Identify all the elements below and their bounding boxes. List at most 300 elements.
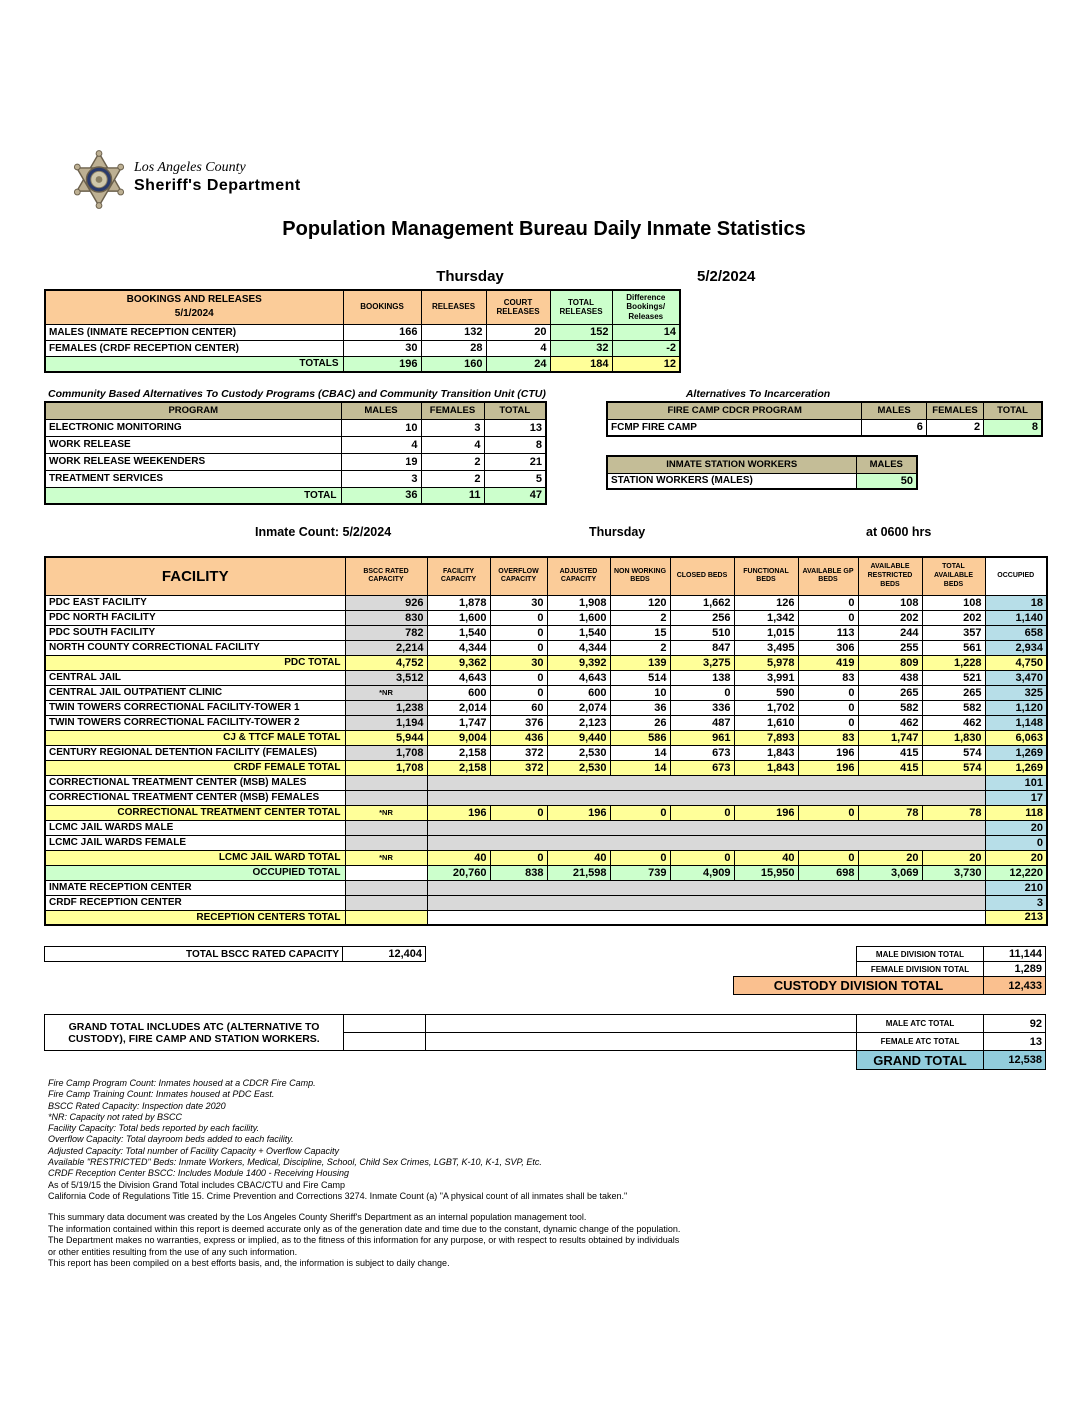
- value-cell: 336: [670, 700, 734, 715]
- footnote-line: Available "RESTRICTED" Beds: Inmate Workers, Medical, Discipline, School, Child Sex Crimes, LGBT, K-10, K-1, SVP, Etc.: [48, 1157, 542, 1168]
- value-cell: 15,950: [734, 865, 798, 880]
- cbac-section-title: Community Based Alternatives To Custody Programs (CBAC) and Community Transition Unit (CTU): [48, 388, 546, 400]
- bscc-capacity-cell: 4,752: [345, 655, 427, 670]
- value-cell: 0: [490, 670, 547, 685]
- value-cell: 306: [798, 640, 858, 655]
- col-facility-capacity: FACILITY CAPACITY: [427, 557, 490, 595]
- footnote-line: Overflow Capacity: Total dayroom beds added to each facility.: [48, 1134, 294, 1145]
- table-row: [45, 880, 1047, 895]
- col-non-working-beds: NON WORKING BEDS: [610, 557, 670, 595]
- value-cell: 256: [670, 610, 734, 625]
- value-cell: 521: [922, 670, 985, 685]
- value-cell: 5: [484, 470, 546, 487]
- col-males: MALES: [341, 402, 421, 419]
- value-cell: 9,440: [547, 730, 610, 745]
- col-total-available-beds: TOTAL AVAILABLE BEDS: [922, 557, 985, 595]
- col-males: MALES: [856, 456, 917, 473]
- value-cell: 574: [922, 745, 985, 760]
- value-cell: 50: [856, 473, 917, 489]
- logo-county-text: Los Angeles County: [134, 160, 246, 175]
- bscc-capacity-cell: 1,708: [345, 760, 427, 775]
- value-cell: 3,275: [670, 655, 734, 670]
- table-row: [45, 700, 1047, 715]
- table-row: [45, 895, 1047, 910]
- col-females: FEMALES: [421, 402, 484, 419]
- value-cell: 126: [734, 595, 798, 610]
- col-males: MALES: [862, 402, 926, 419]
- col-available-gp-beds: AVAILABLE GP BEDS: [798, 557, 858, 595]
- value-cell: 20: [486, 324, 550, 340]
- value-cell: 40: [427, 850, 490, 865]
- row-label: FEMALES (CRDF RECEPTION CENTER): [45, 340, 343, 356]
- table-row: [45, 790, 1047, 805]
- bscc-capacity-cell: 5,944: [345, 730, 427, 745]
- value-cell: 1,540: [547, 625, 610, 640]
- value-cell: 1,342: [734, 610, 798, 625]
- value-cell: 0: [798, 850, 858, 865]
- row-label: MALES (INMATE RECEPTION CENTER): [45, 324, 343, 340]
- value-cell: 838: [490, 865, 547, 880]
- value-cell: 20: [858, 850, 922, 865]
- male-division-total-label: MALE DIVISION TOTAL: [856, 946, 984, 962]
- merged-cell: [427, 820, 985, 835]
- merged-cell: [427, 910, 985, 925]
- table-row: [45, 640, 1047, 655]
- bscc-capacity-cell: *NR: [345, 850, 427, 865]
- value-cell: 1,015: [734, 625, 798, 640]
- value-cell: 14: [612, 324, 680, 340]
- value-cell: 415: [858, 745, 922, 760]
- row-label: CRDF FEMALE TOTAL: [45, 760, 345, 775]
- table-row: [45, 775, 1047, 790]
- col-females: FEMALES: [926, 402, 983, 419]
- table-row: [45, 760, 1047, 775]
- merged-cell: [427, 835, 985, 850]
- value-cell: 3: [421, 419, 484, 436]
- occupied-cell: 17: [985, 790, 1047, 805]
- row-label: CRDF RECEPTION CENTER: [45, 895, 345, 910]
- value-cell: 120: [610, 595, 670, 610]
- report-date: 5/2/2024: [697, 268, 756, 285]
- male-atc-total-value: 92: [983, 1014, 1046, 1033]
- col-difference: Difference Bookings/ Releases: [612, 290, 680, 324]
- value-cell: 1,878: [427, 595, 490, 610]
- value-cell: 10: [610, 685, 670, 700]
- value-cell: 582: [922, 700, 985, 715]
- value-cell: 19: [341, 453, 421, 470]
- value-cell: 83: [798, 670, 858, 685]
- merged-cell: [427, 880, 985, 895]
- value-cell: 14: [610, 745, 670, 760]
- report-day: Thursday: [436, 268, 504, 285]
- value-cell: 9,362: [427, 655, 490, 670]
- grand-total-note-line1: GRAND TOTAL INCLUDES ATC (ALTERNATIVE TO: [68, 1020, 320, 1033]
- station-workers-row: [607, 473, 917, 489]
- bscc-capacity-cell: [345, 895, 427, 910]
- value-cell: 12: [612, 356, 680, 372]
- col-available-restricted-beds: AVAILABLE RESTRICTED BEDS: [858, 557, 922, 595]
- value-cell: 60: [490, 700, 547, 715]
- value-cell: 0: [798, 610, 858, 625]
- value-cell: 462: [922, 715, 985, 730]
- table-row: [45, 820, 1047, 835]
- bscc-capacity-cell: *NR: [345, 685, 427, 700]
- row-label: CENTRAL JAIL: [45, 670, 345, 685]
- value-cell: 4,643: [547, 670, 610, 685]
- occupied-cell: 4,750: [985, 655, 1047, 670]
- grand-block-gray-cell: [343, 1032, 426, 1051]
- value-cell: 28: [421, 340, 486, 356]
- disclaimer-line: The Department makes no warranties, express or implied, as to the fitness of this information for any purpose, or with respect to results obtained by individuals: [48, 1235, 680, 1246]
- value-cell: 3,069: [858, 865, 922, 880]
- footnote-line: As of 5/19/15 the Division Grand Total includes CBAC/CTU and Fire Camp: [48, 1179, 345, 1190]
- value-cell: 0: [670, 850, 734, 865]
- female-atc-total-value: 13: [983, 1032, 1046, 1051]
- value-cell: 419: [798, 655, 858, 670]
- occupied-cell: 3: [985, 895, 1047, 910]
- value-cell: 20: [922, 850, 985, 865]
- value-cell: 152: [550, 324, 612, 340]
- col-total-releases: TOTAL RELEASES: [550, 290, 612, 324]
- fire-camp-row: [607, 419, 1042, 436]
- value-cell: 436: [490, 730, 547, 745]
- value-cell: 0: [670, 805, 734, 820]
- value-cell: -2: [612, 340, 680, 356]
- table-row: [45, 625, 1047, 640]
- value-cell: 196: [798, 745, 858, 760]
- row-label: PDC NORTH FACILITY: [45, 610, 345, 625]
- value-cell: 21: [484, 453, 546, 470]
- value-cell: 196: [798, 760, 858, 775]
- cbac-header-row: [45, 402, 546, 419]
- value-cell: 4: [421, 436, 484, 453]
- value-cell: 2,158: [427, 760, 490, 775]
- occupied-cell: 101: [985, 775, 1047, 790]
- table-row: [45, 419, 546, 436]
- value-cell: 2,014: [427, 700, 490, 715]
- value-cell: 809: [858, 655, 922, 670]
- row-label: PDC TOTAL: [45, 655, 345, 670]
- value-cell: 30: [343, 340, 421, 356]
- female-division-total-value: 1,289: [983, 961, 1046, 977]
- occupied-cell: 6,063: [985, 730, 1047, 745]
- table-row: [45, 910, 1047, 925]
- cbac-table: [44, 401, 547, 505]
- bookings-title-cell: [45, 290, 343, 324]
- value-cell: 561: [922, 640, 985, 655]
- row-label: TWIN TOWERS CORRECTIONAL FACILITY-TOWER 1: [45, 700, 345, 715]
- disclaimer-line: This summary data document was created by the Los Angeles County Sheriff's Department as an internal population management tool.: [48, 1212, 587, 1222]
- table-row: [45, 745, 1047, 760]
- grand-block-gray-cell: [425, 1014, 857, 1033]
- value-cell: 196: [427, 805, 490, 820]
- value-cell: 514: [610, 670, 670, 685]
- value-cell: 574: [922, 760, 985, 775]
- value-cell: 255: [858, 640, 922, 655]
- footnote-line: BSCC Rated Capacity: Inspection date 2020: [48, 1100, 226, 1111]
- table-row: [45, 324, 680, 340]
- value-cell: 2: [421, 470, 484, 487]
- bscc-capacity-cell: [345, 835, 427, 850]
- disclaimer-line: or other entities resulting from the use of any such information.: [48, 1246, 298, 1257]
- value-cell: 673: [670, 760, 734, 775]
- value-cell: 487: [670, 715, 734, 730]
- row-label: WORK RELEASE WEEKENDERS: [45, 453, 341, 470]
- merged-cell: [427, 775, 985, 790]
- value-cell: 1,600: [427, 610, 490, 625]
- inmate-count-label: Inmate Count: 5/2/2024: [255, 525, 392, 539]
- row-label: STATION WORKERS (MALES): [607, 473, 856, 489]
- bscc-capacity-cell: *NR: [345, 805, 427, 820]
- bookings-header-row: [45, 290, 680, 324]
- occupied-cell: 12,220: [985, 865, 1047, 880]
- value-cell: 1,540: [427, 625, 490, 640]
- bscc-capacity-cell: 1,194: [345, 715, 427, 730]
- lasd-logo: [72, 150, 301, 210]
- value-cell: 600: [427, 685, 490, 700]
- col-program: PROGRAM: [45, 402, 341, 419]
- female-atc-total-label: FEMALE ATC TOTAL: [856, 1032, 984, 1051]
- value-cell: 20,760: [427, 865, 490, 880]
- footnote-line: Adjusted Capacity: Total number of Facility Capacity + Overflow Capacity: [48, 1145, 340, 1156]
- value-cell: 9,392: [547, 655, 610, 670]
- value-cell: 4,344: [547, 640, 610, 655]
- value-cell: 0: [490, 625, 547, 640]
- row-label: LCMC JAIL WARDS MALE: [45, 820, 345, 835]
- col-adjusted-capacity: ADJUSTED CAPACITY: [547, 557, 610, 595]
- value-cell: 4,909: [670, 865, 734, 880]
- value-cell: 0: [490, 850, 547, 865]
- value-cell: 0: [490, 640, 547, 655]
- custody-division-total-value: 12,433: [983, 976, 1046, 995]
- value-cell: 1,747: [858, 730, 922, 745]
- value-cell: 2,123: [547, 715, 610, 730]
- footnote-line: CRDF Reception Center BSCC: Includes Module 1400 - Receiving Housing: [48, 1168, 349, 1179]
- table-row: [45, 453, 546, 470]
- value-cell: 2,074: [547, 700, 610, 715]
- value-cell: 1,747: [427, 715, 490, 730]
- value-cell: 30: [490, 595, 547, 610]
- value-cell: 3,991: [734, 670, 798, 685]
- footnote-line: Facility Capacity: Total beds reported by each facility.: [48, 1123, 260, 1134]
- row-label: CORRECTIONAL TREATMENT CENTER (MSB) MALES: [45, 775, 345, 790]
- male-division-total-value: 11,144: [983, 946, 1046, 962]
- table-row: [45, 340, 680, 356]
- station-workers-table: [606, 455, 918, 490]
- value-cell: 510: [670, 625, 734, 640]
- row-label: CORRECTIONAL TREATMENT CENTER TOTAL: [45, 805, 345, 820]
- row-label: RECEPTION CENTERS TOTAL: [45, 910, 345, 925]
- occupied-cell: 20: [985, 850, 1047, 865]
- occupied-cell: 3,470: [985, 670, 1047, 685]
- value-cell: 590: [734, 685, 798, 700]
- value-cell: 1,843: [734, 760, 798, 775]
- value-cell: 961: [670, 730, 734, 745]
- value-cell: 0: [798, 715, 858, 730]
- disclaimer: [48, 1212, 680, 1270]
- bookings-date: 5/1/2024: [174, 308, 214, 320]
- value-cell: 139: [610, 655, 670, 670]
- bscc-capacity-cell: [345, 820, 427, 835]
- inmate-count-time: at 0600 hrs: [866, 525, 932, 539]
- table-row: [45, 685, 1047, 700]
- value-cell: 462: [858, 715, 922, 730]
- row-label: CORRECTIONAL TREATMENT CENTER (MSB) FEMALES: [45, 790, 345, 805]
- bookings-releases-table: [44, 289, 681, 373]
- table-row: [45, 835, 1047, 850]
- table-row: [45, 805, 1047, 820]
- row-label: CENTURY REGIONAL DETENTION FACILITY (FEMALES): [45, 745, 345, 760]
- total-bscc-label: TOTAL BSCC RATED CAPACITY: [44, 946, 344, 962]
- value-cell: 196: [343, 356, 421, 372]
- value-cell: 2,530: [547, 760, 610, 775]
- row-label: OCCUPIED TOTAL: [45, 865, 345, 880]
- row-label: TREATMENT SERVICES: [45, 470, 341, 487]
- value-cell: 1,908: [547, 595, 610, 610]
- occupied-cell: 325: [985, 685, 1047, 700]
- table-row: [45, 595, 1047, 610]
- value-cell: 698: [798, 865, 858, 880]
- value-cell: 15: [610, 625, 670, 640]
- occupied-cell: 1,269: [985, 760, 1047, 775]
- bscc-capacity-cell: 1,708: [345, 745, 427, 760]
- value-cell: 8: [484, 436, 546, 453]
- value-cell: 78: [858, 805, 922, 820]
- value-cell: 1,228: [922, 655, 985, 670]
- grand-total-note-line2: CUSTODY), FIRE CAMP AND STATION WORKERS.: [68, 1032, 320, 1045]
- grand-total-value: 12,538: [983, 1050, 1046, 1070]
- bscc-capacity-cell: [345, 775, 427, 790]
- occupied-cell: 213: [985, 910, 1047, 925]
- value-cell: 196: [734, 805, 798, 820]
- table-row: [45, 865, 1047, 880]
- row-label: INMATE RECEPTION CENTER: [45, 880, 345, 895]
- value-cell: 2: [421, 453, 484, 470]
- value-cell: 78: [922, 805, 985, 820]
- value-cell: 5,978: [734, 655, 798, 670]
- value-cell: 108: [922, 595, 985, 610]
- table-row: [45, 850, 1047, 865]
- value-cell: 3,495: [734, 640, 798, 655]
- bscc-capacity-cell: 830: [345, 610, 427, 625]
- row-label: NORTH COUNTY CORRECTIONAL FACILITY: [45, 640, 345, 655]
- value-cell: 113: [798, 625, 858, 640]
- facility-header-row: [45, 557, 1047, 595]
- value-cell: 265: [922, 685, 985, 700]
- value-cell: 1,600: [547, 610, 610, 625]
- value-cell: 673: [670, 745, 734, 760]
- row-label: ELECTRONIC MONITORING: [45, 419, 341, 436]
- value-cell: 40: [734, 850, 798, 865]
- bscc-capacity-cell: 3,512: [345, 670, 427, 685]
- value-cell: 0: [798, 700, 858, 715]
- footnote-line: Fire Camp Program Count: Inmates housed at a CDCR Fire Camp.: [48, 1078, 316, 1088]
- occupied-cell: 0: [985, 835, 1047, 850]
- value-cell: 0: [610, 805, 670, 820]
- row-label: CJ & TTCF MALE TOTAL: [45, 730, 345, 745]
- col-court-releases: COURT RELEASES: [486, 290, 550, 324]
- row-label: TWIN TOWERS CORRECTIONAL FACILITY-TOWER 2: [45, 715, 345, 730]
- value-cell: 582: [858, 700, 922, 715]
- row-label: CENTRAL JAIL OUTPATIENT CLINIC: [45, 685, 345, 700]
- value-cell: 14: [610, 760, 670, 775]
- value-cell: 0: [798, 805, 858, 820]
- value-cell: 184: [550, 356, 612, 372]
- row-label: WORK RELEASE: [45, 436, 341, 453]
- totals-label: TOTALS: [45, 356, 343, 372]
- col-releases: RELEASES: [421, 290, 486, 324]
- col-occupied: OCCUPIED: [985, 557, 1047, 595]
- bscc-capacity-cell: [345, 790, 427, 805]
- totals-row: [45, 356, 680, 372]
- value-cell: 10: [341, 419, 421, 436]
- bscc-capacity-cell: 1,238: [345, 700, 427, 715]
- value-cell: 2,530: [547, 745, 610, 760]
- value-cell: 415: [858, 760, 922, 775]
- grand-total-note: [44, 1014, 344, 1051]
- footnote-line: Fire Camp Training Count: Inmates housed at PDC East.: [48, 1089, 275, 1100]
- value-cell: 4,643: [427, 670, 490, 685]
- table-row: [45, 670, 1047, 685]
- col-fire-camp-program: FIRE CAMP CDCR PROGRAM: [607, 402, 862, 419]
- grand-total-label: GRAND TOTAL: [856, 1050, 984, 1070]
- footnotes: [48, 1078, 627, 1202]
- occupied-cell: 18: [985, 595, 1047, 610]
- value-cell: 357: [922, 625, 985, 640]
- bscc-capacity-cell: [345, 880, 427, 895]
- bscc-capacity-cell: 926: [345, 595, 427, 610]
- value-cell: 40: [547, 850, 610, 865]
- merged-cell: [427, 790, 985, 805]
- table-row: [45, 730, 1047, 745]
- value-cell: 24: [486, 356, 550, 372]
- value-cell: 600: [547, 685, 610, 700]
- col-overflow-capacity: OVERFLOW CAPACITY: [490, 557, 547, 595]
- bscc-capacity-cell: 2,214: [345, 640, 427, 655]
- value-cell: 196: [547, 805, 610, 820]
- value-cell: 47: [484, 487, 546, 504]
- footnote-line: California Code of Regulations Title 15. Crime Prevention and Corrections 3274. Inmate Count (a) "A physical count of all inmates shall be taken.": [48, 1190, 628, 1201]
- grand-block-gray-cell: [343, 1014, 426, 1033]
- row-label: PDC SOUTH FACILITY: [45, 625, 345, 640]
- page-title: Population Management Bureau Daily Inmate Statistics: [282, 218, 806, 240]
- value-cell: 138: [670, 670, 734, 685]
- bookings-title: BOOKINGS AND RELEASES: [126, 294, 262, 306]
- inmate-count-day: Thursday: [589, 525, 646, 539]
- bscc-capacity-cell: [345, 910, 427, 925]
- value-cell: 1,843: [734, 745, 798, 760]
- value-cell: 0: [490, 685, 547, 700]
- value-cell: 108: [858, 595, 922, 610]
- value-cell: 0: [798, 685, 858, 700]
- value-cell: 438: [858, 670, 922, 685]
- sheriff-star-icon: [72, 150, 126, 210]
- fire-camp-header-row: [607, 402, 1042, 419]
- col-total: TOTAL: [484, 402, 546, 419]
- occupied-cell: 658: [985, 625, 1047, 640]
- value-cell: 1,662: [670, 595, 734, 610]
- table-row: [45, 470, 546, 487]
- value-cell: 0: [610, 850, 670, 865]
- value-cell: 13: [484, 419, 546, 436]
- occupied-cell: 1,148: [985, 715, 1047, 730]
- totals-label: TOTAL: [45, 487, 341, 504]
- value-cell: 166: [343, 324, 421, 340]
- value-cell: 586: [610, 730, 670, 745]
- table-row: [45, 436, 546, 453]
- facility-statistics-table: [44, 556, 1048, 926]
- footnote-line: *NR: Capacity not rated by BSCC: [48, 1111, 183, 1122]
